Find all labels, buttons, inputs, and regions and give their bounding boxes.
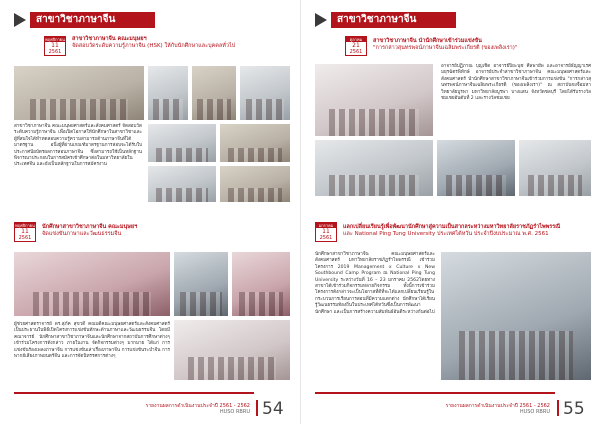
page-number-divider (557, 400, 559, 416)
footer-rule (315, 392, 555, 394)
footer: รายงานผลการดำเนินงานประจำปี 2561 - 2562 HUSO RBRU (445, 403, 550, 415)
photo-exam-room-8 (220, 166, 290, 202)
footer-rule (14, 392, 254, 394)
photo-students (437, 140, 515, 196)
news-body: อาจารย์ปฏิภาณ บุญเชิด อาจารย์ปิยะนุช ศีลพายัพ และอาจารย์ธัญญาเรศ มยุรฉัตรพิทักษ์ อาจารย์ประจำสาขาวิชาภาษาจีน คณะมนุษยศาสตร์และสังคมศาสตร์ นำนักศึกษาสาขาวิชาภาษาจีนเข้าร่วมการแข่งขัน "การกล่าวสุนทรพจน์ภาษาจีนเฉลิมพระเกียรติ (ของเพลิงเรา)" ณ สถาบันขงจื่อมหาวิทยาลัยบูรพา มหาวิทยาลัยบูรพา บางแสน จังหวัดชลบุรี โดยได้รับรางวัลชมเชยอันดับที่ 2 และรางวัลชมเชย (441, 64, 591, 102)
footer: รายงานผลการดำเนินงานประจำปี 2561 - 2562 HUSO RBRU (145, 403, 250, 415)
photo-performer-2 (232, 252, 290, 316)
section-title: สาขาวิชาภาษาจีน (30, 12, 155, 28)
photo-speaker (174, 320, 290, 380)
photo-exam-room-2 (148, 66, 188, 120)
news-body: ผู้ช่วยศาสตราจารย์ ดร.สุภัค สุขวดี คณบดีคณะมนุษยศาสตร์และสังคมศาสตร์ เป็นประธานในพิธีเปิดโครงการแข่งขันทักษะด้านภาษาและวัฒนธรรมจีน โดยมีคณาจารย์ นักศึกษาสาขาวิชาภาษาจีนและนักศึกษาจากสถาบันการศึกษาต่างๆ เข้าร่วมโครงการดังกล่าว ภายในงาน จัดกิจกรรมต่างๆ มากมาย ได้แก่ การแข่งขันร้องเพลงภาษาจีน การแข่งขันเล่าเรื่องภาษาจีน การแข่งขันระบำจีน การพากย์เสียงภาพยนตร์จีน และการจัดนิทรรศการต่างๆ (14, 322, 170, 360)
section-header (315, 12, 456, 28)
photo-performer-1 (174, 252, 228, 316)
news-headline: สาขาวิชาภาษาจีน นำนักศึกษาเข้าร่วมแข่งขัน "การกล่าวสุนทรพจน์ภาษาจีนเฉลิมพระเกียรติ (ของเพลิงเรา)" (373, 38, 518, 51)
news-body: สาขาวิชาภาษาจีน คณะมนุษยศาสตร์และสังคมศาสตร์ จัดสอบวัดระดับความรู้ภาษาจีน เพื่อเปิดโอกาสให้นักศึกษาในสาขาวิชาและผู้ที่สนใจได้ทำทดสอบความรู้ความสามารถด้านภาษาจีนที่ได้มาตรฐาน อนึ่งผู้ที่ผ่านเกณฑ์มาตรฐานการสอบจะได้รับใบประกาศนียบัตรผลการสอบภาษาจีน ซึ่งสามารถใช้เป็นหลักฐานพิจารณาประกอบในการสมัครเข้าศึกษาต่อในมหาวิทยาลัยในประเทศจีน และยังเป็นหลักฐานในการสมัครงาน (14, 124, 142, 168)
page-55 (300, 0, 600, 424)
page-number-divider (256, 400, 258, 416)
date-badge: มกราคม 11 2561 (315, 222, 337, 242)
page-number: 55 (563, 399, 585, 419)
date-badge: พฤศจิกายน 11 2561 (45, 37, 65, 55)
photo-award-ceremony (315, 140, 433, 196)
news-headline: สาขาวิชาภาษาจีน คณะมนุษยฯ จัดสอบวัดระดับความรู้ภาษาจีน (HSK) ให้กับนักศึกษาและบุคคลทั่วไป (72, 36, 236, 49)
section-header (14, 12, 155, 28)
photo-stage-event (14, 252, 170, 316)
date-badge: พฤศจิกายน 11 2561 (15, 223, 35, 241)
photo-exam-room-4 (240, 66, 290, 120)
photo-exam-room-7 (148, 166, 216, 202)
section-title: สาขาวิชาภาษาจีน (331, 12, 456, 28)
news-headline: นักศึกษาสาขาวิชาภาษาจีน คณะมนุษยฯ จัดแข่งขันภาษาและวัฒนธรรมจีน (42, 224, 138, 237)
photo-exam-room-5 (148, 124, 216, 162)
news-headline: แลกเปลี่ยนเรียนรู้เพื่อพัฒนานักศึกษาสู่ความเป็นสากลระหว่างมหาวิทยาลัยราชภัฏรำไพพรรณี และ National Ping Tung University ประเทศไต้หวัน ประจำปีงบประมาณ พ.ศ. 2561 (343, 224, 561, 237)
section-arrow-icon (315, 13, 327, 27)
page-number: 54 (262, 399, 284, 419)
photo-exam-room-1 (14, 66, 144, 120)
photo-exam-room-6 (220, 124, 290, 162)
photo-event-hall (519, 140, 591, 196)
news-body: นักศึกษาสาขาวิชาภาษาจีน คณะมนุษยศาสตร์และสังคมศาสตร์ มหาวิทยาลัยราชภัฏรำไพพรรณี เข้าร่วมโครงการ 2019 Management x Culture x New Southbound Camp Program ณ National Ping Tung University ระหว่างวันที่ 16 – 23 มกราคม 2562โดยทางสาขาได้เข้าร่วมกิจกรรมหลายกิจกรรม ทั้งนี้การเข้าร่วมโครงการดังกล่าวจะเป็นโอกาสที่ดีที่จะได้แลกเปลี่ยนเรียนรู้ในกระบวนการเรียนการสอนที่มีความแตกต่าง นักศึกษาได้เรียนรู้วัฒนธรรมท้องถิ่นในประเทศไต้หวันซึ่งเป็นการพัฒนานักศึกษา และเป็นการสร้างความสัมพันธ์อันดีระหว่างกันต่อไป (315, 252, 435, 315)
photo-taiwan-group (441, 252, 591, 380)
photo-exam-room-3 (192, 66, 236, 120)
section-arrow-icon (14, 13, 26, 27)
photo-group-award (315, 64, 433, 136)
date-badge: ตุลาคม 21 2561 (345, 36, 367, 56)
